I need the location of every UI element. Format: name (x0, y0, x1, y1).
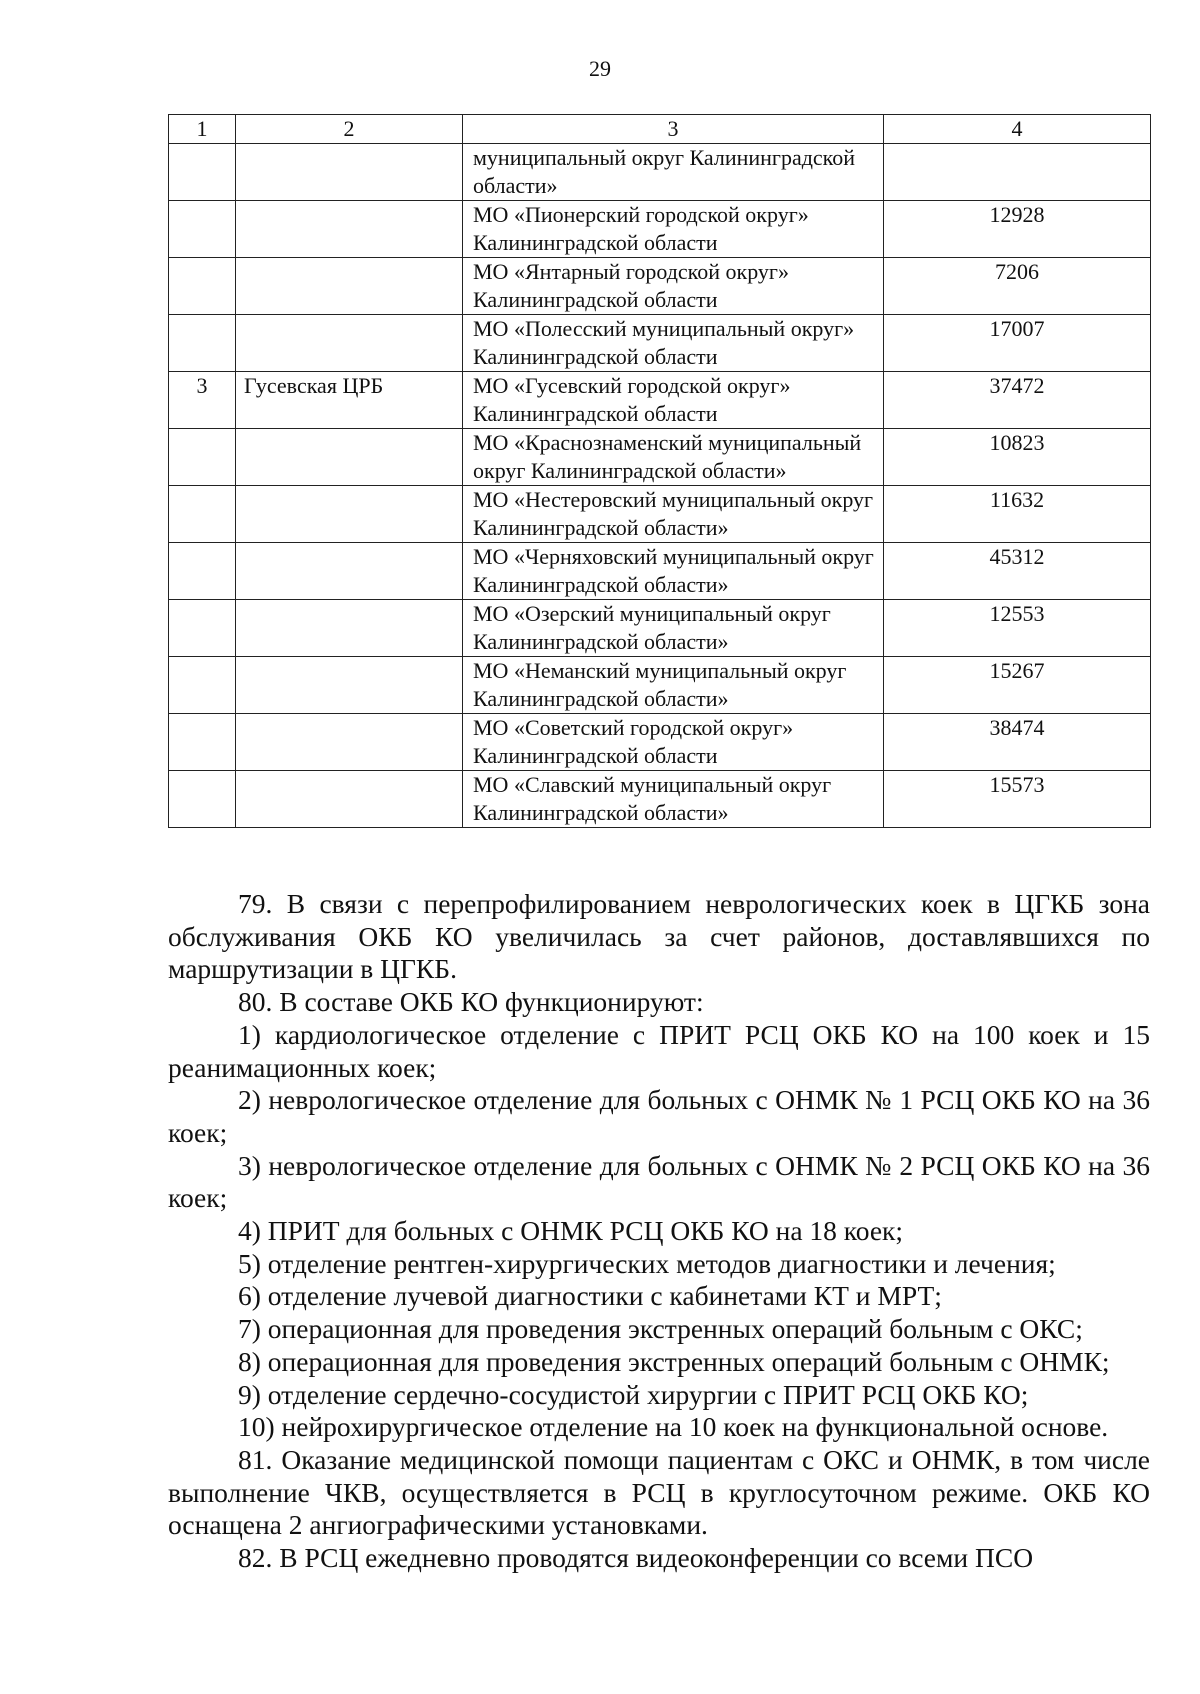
row-number-cell (169, 201, 236, 258)
page-number: 29 (589, 56, 611, 81)
paragraph-81: 81. Оказание медицинской помощи пациентам с ОКС и ОНМК, в том числе выполнение ЧКВ, осуществляется в РСЦ в круглосуточном режиме. ОКБ КО оснащена 2 ангиографическими установками. (168, 1443, 1150, 1541)
table-row (169, 657, 1151, 714)
row-number-cell (169, 543, 236, 600)
table-row (169, 600, 1151, 657)
hospital-cell (236, 429, 463, 486)
population-cell: 7206 (884, 258, 1151, 315)
table-row (169, 315, 1151, 372)
population-cell: 10823 (884, 429, 1151, 486)
list-item: 3) неврологическое отделение для больных с ОНМК № 2 РСЦ ОКБ КО на 36 коек; (168, 1149, 1150, 1214)
hospital-cell (236, 258, 463, 315)
hospital-cell (236, 714, 463, 771)
municipality-cell: муниципальный округ Калининградской области» (463, 144, 884, 201)
population-cell: 17007 (884, 315, 1151, 372)
population-cell: 12553 (884, 600, 1151, 657)
hospital-cell: Гусевская ЦРБ (236, 372, 463, 429)
hospital-cell (236, 657, 463, 714)
population-cell: 12928 (884, 201, 1151, 258)
hospital-cell (236, 144, 463, 201)
table-header-row (169, 115, 1151, 144)
municipality-cell: МО «Полесский муниципальный округ» Калининградской области (463, 315, 884, 372)
column-header: 2 (236, 115, 463, 144)
list-item: 9) отделение сердечно-сосудистой хирургии с ПРИТ РСЦ ОКБ КО; (238, 1378, 1029, 1410)
municipality-cell: МО «Черняховский муниципальный округ Калининградской области» (463, 543, 884, 600)
column-header: 4 (884, 115, 1151, 144)
population-cell: 15267 (884, 657, 1151, 714)
municipality-cell: МО «Гусевский городской округ» Калининградской области (463, 372, 884, 429)
municipality-cell: МО «Нестеровский муниципальный округ Калининградской области» (463, 486, 884, 543)
column-header: 3 (463, 115, 884, 144)
population-cell (884, 144, 1151, 201)
row-number-cell (169, 600, 236, 657)
row-number-cell (169, 771, 236, 828)
hospital-cell (236, 600, 463, 657)
row-number-cell (169, 429, 236, 486)
population-cell: 15573 (884, 771, 1151, 828)
population-cell: 37472 (884, 372, 1151, 429)
list-item: 2) неврологическое отделение для больных с ОНМК № 1 РСЦ ОКБ КО на 36 коек; (168, 1084, 1150, 1148)
table-row (169, 543, 1151, 600)
municipality-cell: МО «Пионерский городской округ» Калининградской области (463, 201, 884, 258)
municipality-cell: МО «Озерский муниципальный округ Калининградской области» (463, 600, 884, 657)
table-row (169, 486, 1151, 543)
population-cell: 11632 (884, 486, 1151, 543)
column-header: 1 (169, 115, 236, 144)
list-item: 7) операционная для проведения экстренных операций больным с ОКС; (238, 1313, 1083, 1345)
table-row (169, 714, 1151, 771)
list-item: 5) отделение рентген-хирургических методов диагностики и лечения; (238, 1247, 1056, 1279)
row-number-cell (169, 144, 236, 201)
municipality-cell: МО «Краснознаменский муниципальный округ Калининградской области» (463, 429, 884, 486)
hospital-cell (236, 315, 463, 372)
population-cell: 45312 (884, 543, 1151, 600)
paragraph-82: 82. В РСЦ ежедневно проводятся видеоконференции со всеми ПСО (238, 1542, 1034, 1574)
hospital-cell (236, 201, 463, 258)
paragraph-80: 80. В составе ОКБ КО функционируют: (238, 986, 704, 1018)
row-number-cell (169, 315, 236, 372)
table-row (169, 144, 1151, 201)
row-number-cell (169, 486, 236, 543)
row-number-cell: 3 (169, 372, 236, 429)
list-item: 6) отделение лучевой диагностики с кабинетами КТ и МРТ; (238, 1280, 942, 1312)
row-number-cell (169, 714, 236, 771)
municipality-cell: МО «Славский муниципальный округ Калининградской области» (463, 771, 884, 828)
hospital-cell (236, 543, 463, 600)
list-item: 10) нейрохирургическое отделение на 10 коек на функциональной основе. (238, 1411, 1109, 1443)
hospital-cell (236, 486, 463, 543)
distribution-table (168, 114, 1151, 828)
row-number-cell (169, 657, 236, 714)
table-row (169, 429, 1151, 486)
table-row (169, 258, 1151, 315)
municipality-cell: МО «Янтарный городской округ» Калининградской области (463, 258, 884, 315)
row-number-cell (169, 258, 236, 315)
population-cell: 38474 (884, 714, 1151, 771)
list-item: 4) ПРИТ для больных с ОНМК РСЦ ОКБ КО на 18 коек; (238, 1215, 904, 1247)
list-item: 1) кардиологическое отделение с ПРИТ РСЦ ОКБ КО на 100 коек и 15 реанимационных коек; (168, 1018, 1150, 1083)
list-item: 8) операционная для проведения экстренных операций больным с ОНМК; (238, 1345, 1110, 1377)
paragraph-79: 79. В связи с перепрофилированием неврологических коек в ЦГКБ зона обслуживания ОКБ КО увеличилась за счет районов, доставлявшихся по маршрутизации в ЦГКБ. (168, 888, 1150, 985)
municipality-cell: МО «Советский городской округ» Калининградской области (463, 714, 884, 771)
hospital-cell (236, 771, 463, 828)
table-row (169, 771, 1151, 828)
table-row (169, 372, 1151, 429)
body-text (168, 888, 1150, 1575)
municipality-cell: МО «Неманский муниципальный округ Калининградской области» (463, 657, 884, 714)
table-row (169, 201, 1151, 258)
